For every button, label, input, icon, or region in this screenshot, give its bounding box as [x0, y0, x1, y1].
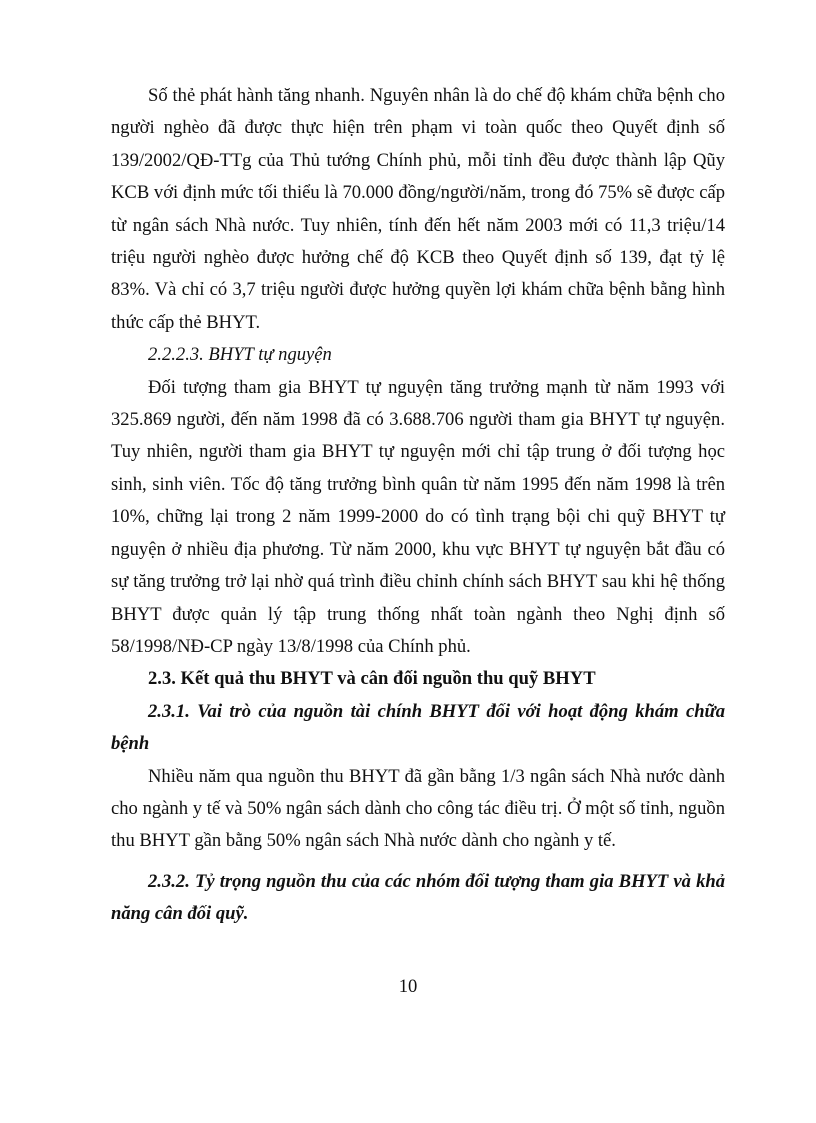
- section-heading-voluntary-insurance: 2.2.2.3. BHYT tự nguyện: [148, 344, 332, 366]
- subsection-heading-revenue-proportion: 2.3.2. Tỷ trọng nguồn thu của các nhóm đối tượng tham gia BHYT và khả năng cân đối quỹ.: [111, 870, 725, 925]
- paragraph-poor-healthcare: Số thẻ phát hành tăng nhanh. Nguyên nhân là do chế độ khám chữa bệnh cho người nghèo đã được thực hiện trên phạm vi toàn quốc theo Quyết định số 139/2002/QĐ-TTg của Thủ tướng Chính phủ, mỗi tỉnh đều được thành lập Qũy KCB với định mức tối thiểu là 70.000 đồng/người/năm, trong đó 75% sẽ được cấp từ ngân sách Nhà nước. Tuy nhiên, tính đến hết năm 2003 mới có 11,3 triệu/14 triệu người nghèo được hưởng chế độ KCB theo Quyết định số 139, đạt tỷ lệ 83%. Và chỉ có 3,7 triệu người được hưởng quyền lợi khám chữa bệnh bằng hình thức cấp thẻ BHYT.: [111, 85, 725, 333]
- page-number: 10: [398, 976, 418, 997]
- paragraph-voluntary-insurance: Đối tượng tham gia BHYT tự nguyện tăng trưởng mạnh từ năm 1993 với 325.869 người, đến năm 1998 đã có 3.688.706 người tham gia BHYT tự nguyện. Tuy nhiên, người tham gia BHYT tự nguyện mới chỉ tập trung ở đối tượng học sinh, sinh viên. Tốc độ tăng trưởng bình quân từ năm 1995 đến năm 1998 là trên 10%, chững lại trong 2 năm 1999-2000 do có tình trạng bội chi quỹ BHYT tự nguyện ở nhiều địa phương. Từ năm 2000, khu vực BHYT tự nguyện bắt đầu có sự tăng trưởng trở lại nhờ quá trình điều chỉnh chính sách BHYT sau khi hệ thống BHYT được quản lý tập trung thống nhất toàn ngành theo Nghị định số 58/1998/NĐ-CP ngày 13/8/1998 của Chính phủ.: [111, 376, 725, 657]
- page-content: [111, 80, 725, 931]
- paragraph-revenue-share: Nhiều năm qua nguồn thu BHYT đã gần bằng 1/3 ngân sách Nhà nước dành cho ngành y tế và 50% ngân sách dành cho công tác điều trị. Ở một số tỉnh, nguồn thu BHYT gần bằng 50% ngân sách Nhà nước dành cho ngành y tế.: [111, 765, 725, 852]
- subsection-heading-financial-role: 2.3.1. Vai trò của nguồn tài chính BHYT đối với hoạt động khám chữa bệnh: [111, 700, 725, 755]
- section-heading-revenue-results: 2.3. Kết quả thu BHYT và cân đối nguồn thu quỹ BHYT: [148, 668, 596, 690]
- paragraph-spacer: [111, 858, 725, 866]
